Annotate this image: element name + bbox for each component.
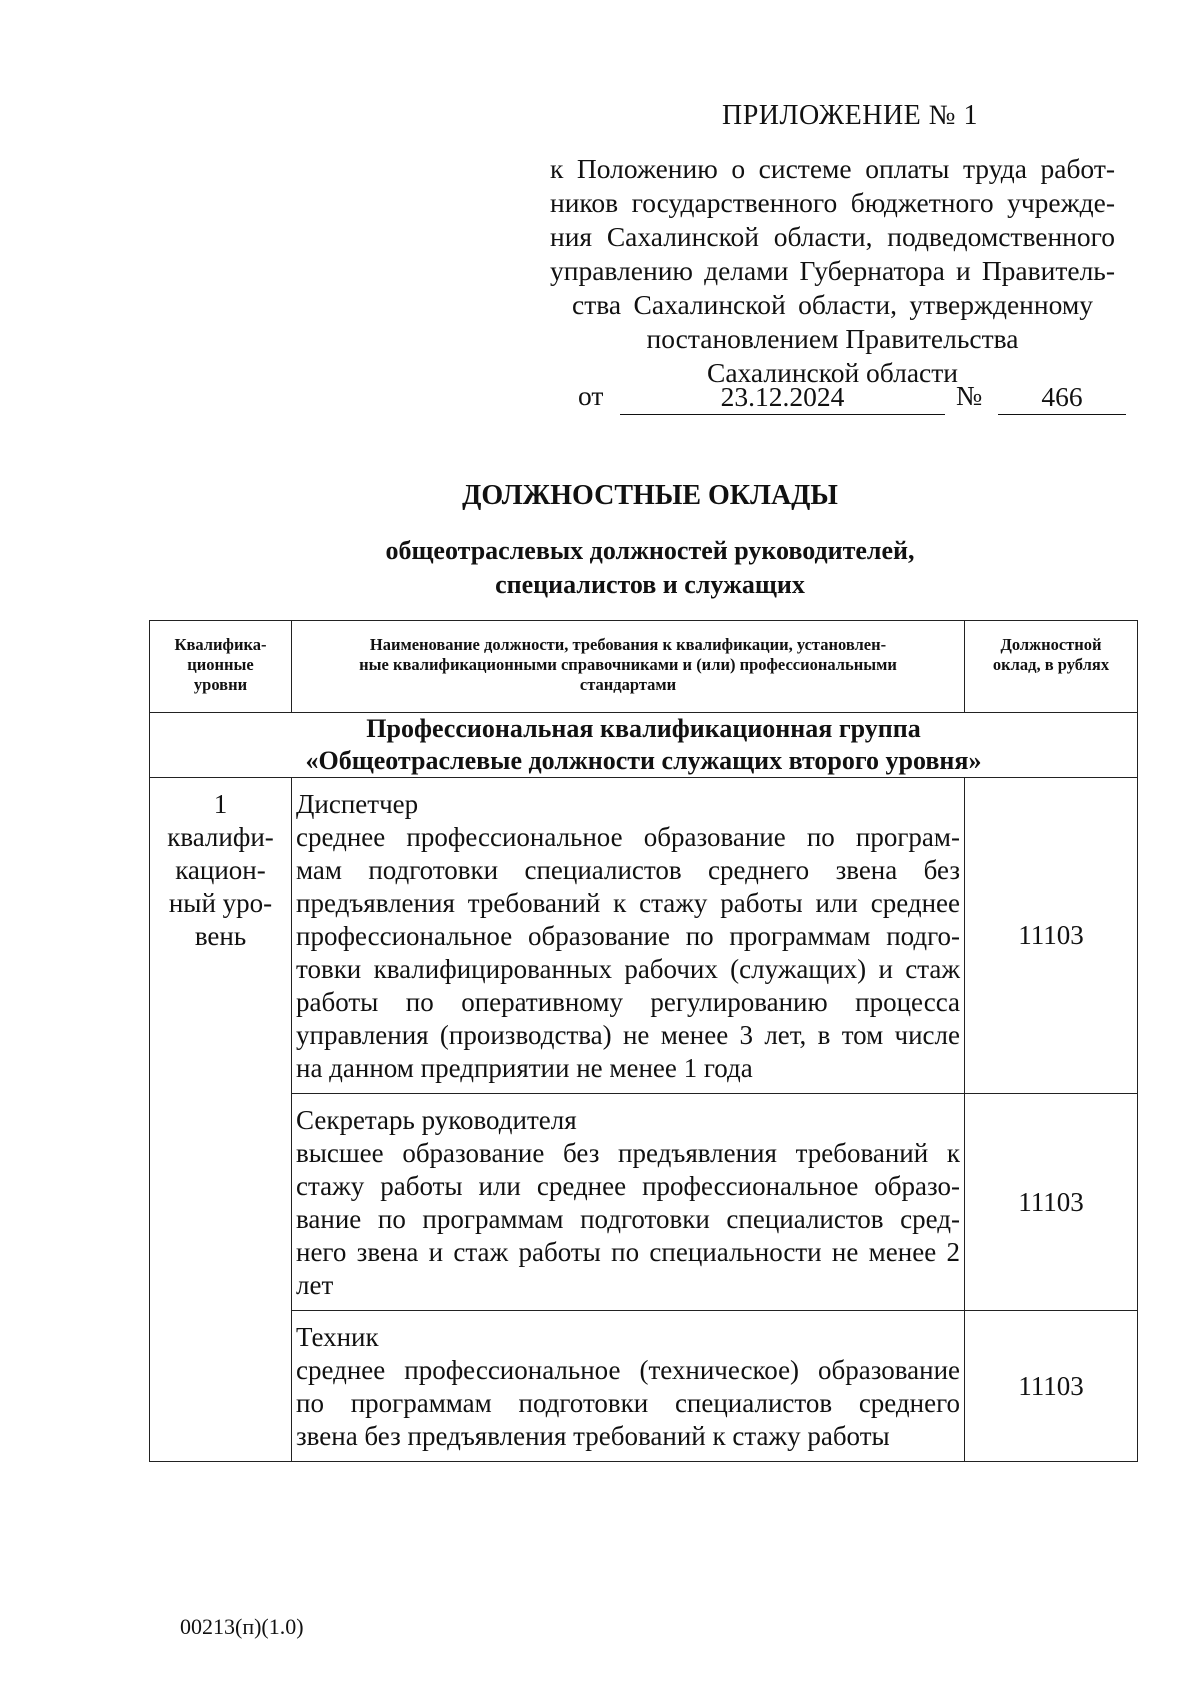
level-line: 1	[213, 789, 228, 819]
document-subtitle	[150, 534, 1150, 602]
appendix-line: ния Сахалинской области, подведомственного	[550, 221, 1115, 252]
requirement-line: лет	[296, 1270, 334, 1300]
requirement-line: среднее профессиональное образование по програм-	[296, 822, 960, 852]
requirement-line: предъявления требований к стажу работы или среднее	[296, 888, 960, 918]
position-description	[292, 1311, 965, 1462]
header-text: стандартами	[579, 675, 677, 694]
document-title: ДОЛЖНОСТНЫЕ ОКЛАДЫ	[462, 480, 838, 511]
appendix-reference	[550, 152, 1115, 390]
table-row	[150, 1094, 1138, 1311]
appendix-line: ников государственного бюджетного учрежде-	[550, 187, 1115, 218]
header-text: уровни	[193, 675, 248, 694]
header-position	[292, 621, 965, 713]
appendix-line: ства Сахалинской области, утвержденному	[572, 289, 1093, 320]
subtitle-line: специалистов и служащих	[495, 570, 805, 599]
group-row	[150, 713, 1138, 778]
level-line: вень	[194, 921, 247, 951]
requirement-line: него звена и стаж работы по специальности не менее 2	[296, 1237, 960, 1267]
position-name: Диспетчер	[296, 789, 419, 819]
salary-table	[149, 620, 1138, 1462]
requirement-line: товки квалифицированных рабочих (служащих) и стаж	[296, 954, 960, 984]
level-line: ный уро-	[168, 888, 273, 918]
position-description	[292, 778, 965, 1094]
group-title-line: «Общеотраслевые должности служащих второго уровня»	[305, 746, 982, 775]
requirement-line: управления (производства) не менее 3 лет, в том числе	[296, 1020, 960, 1050]
subtitle-line: общеотраслевых должностей руководителей,	[385, 536, 915, 565]
requirement-line: мам подготовки специалистов среднего звена без	[296, 855, 960, 885]
requirement-line: работы по оперативному регулированию процесса	[296, 987, 960, 1017]
level-line: кацион-	[175, 855, 266, 885]
position-name: Секретарь руководителя	[296, 1105, 577, 1135]
header-text: ционные	[187, 655, 254, 674]
appendix-line: к Положению о системе оплаты труда работ-	[550, 153, 1115, 184]
appendix-line: постановлением Правительства	[646, 323, 1019, 354]
header-text: ные квалификационными справочниками и (или) профессиональными	[359, 655, 897, 674]
number-sign: №	[956, 380, 983, 411]
header-text: Наименование должности, требования к квалификации, установлен-	[369, 635, 887, 654]
appendix-line: Сахалинской области	[707, 357, 958, 388]
qualification-level	[150, 778, 292, 1462]
requirement-line: вание по программам подготовки специалистов сред-	[296, 1204, 960, 1234]
date-prefix: от	[578, 380, 604, 411]
table-header-row	[150, 621, 1138, 713]
appendix-line: управлению делами Губернатора и Правитель-	[550, 255, 1115, 286]
document-code: 00213(п)(1.0)	[180, 1614, 304, 1639]
requirement-line: на данном предприятии не менее 1 года	[296, 1053, 753, 1083]
requirement-line: стажу работы или среднее профессиональное образо-	[296, 1171, 960, 1201]
header-text: Должностной	[1000, 635, 1102, 654]
approval-number: 466	[998, 380, 1126, 415]
requirement-line: по программам подготовки специалистов среднего	[296, 1388, 960, 1418]
table-row	[150, 1311, 1138, 1462]
salary-value: 11103	[965, 1311, 1138, 1462]
approval-details	[578, 380, 1118, 420]
position-description	[292, 1094, 965, 1311]
requirement-line: среднее профессиональное (техническое) образование	[296, 1355, 960, 1385]
salary-value: 11103	[965, 778, 1138, 1094]
header-salary	[965, 621, 1138, 713]
level-line: квалифи-	[167, 822, 274, 852]
appendix-title: ПРИЛОЖЕНИЕ № 1	[722, 100, 978, 131]
requirement-line: звена без предъявления требований к стажу работы	[296, 1421, 890, 1451]
header-text: оклад, в рублях	[992, 655, 1110, 674]
group-title-line: Профессиональная квалификационная группа	[366, 714, 921, 743]
header-text: Квалифика-	[174, 635, 267, 654]
table-row	[150, 778, 1138, 1094]
salary-value: 11103	[965, 1094, 1138, 1311]
group-title	[150, 713, 1138, 778]
approval-date: 23.12.2024	[620, 380, 945, 415]
header-level	[150, 621, 292, 713]
position-name: Техник	[296, 1322, 379, 1352]
requirement-line: профессиональное образование по программам подго-	[296, 921, 960, 951]
requirement-line: высшее образование без предъявления требований к	[296, 1138, 960, 1168]
